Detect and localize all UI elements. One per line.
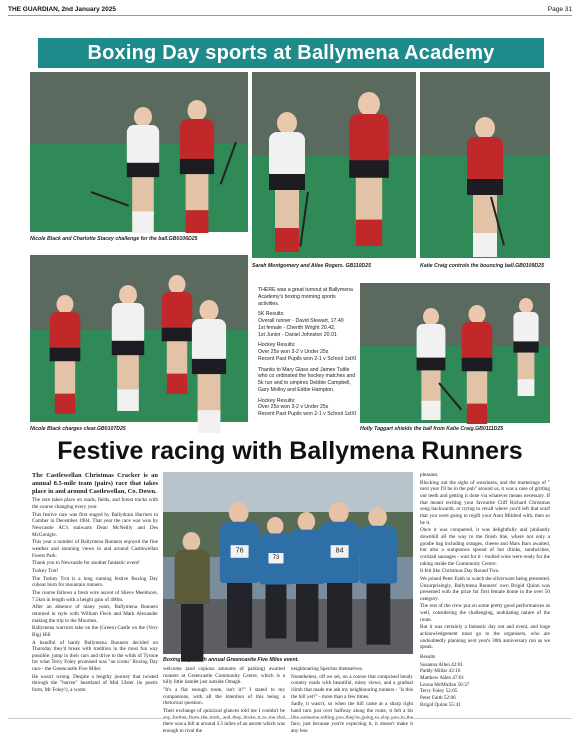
photo-hockey-1	[30, 72, 248, 232]
article-headline: Festive racing with Ballymena Runners	[57, 437, 523, 465]
article-column-3: neighbouring Sperrins themselves. Nonetheless, off we set, on a course that comprised bendy country roads with beautiful, misty views, and a gradual climb that made me ask my neighbouring runners - "is this the hill yet?" - more than a few times. Sadly, it wasn't, so when the hill came at a sharp right hand turn just over halfway along the route, it felt a bit like someone telling you they're going to slap you in the face, just because you're expecting it, it doesn't make it any less	[291, 666, 413, 734]
photo-hockey-4	[30, 255, 248, 422]
photo-hockey-5	[360, 283, 550, 423]
caption-photo-1: Nicole Black and Charlotte Stacey challenge for the ball.GB0106D25	[30, 236, 198, 242]
results-list: Susanna Allen 42:01 Paddy Millar 43:16 Matthew Allen 47:01 Leona McMullan 50:37 Terry Foley 52:05 Peter Faith 52:06 Brigid Quinn 55:41	[420, 661, 470, 708]
caption-runners: Boxing Day - 29th annual Greencastle Five Miles event.	[163, 657, 299, 663]
bottom-rule	[8, 718, 572, 719]
results-hockey-repeat: Hockey Results: Over 25s won 3-2 v Under 25s Recent Past Pupils won 2-1 v School 1stXI	[258, 397, 357, 417]
results-thanks: Thanks to Mary Glass and James Tuttle who co ordinated the hockey matches and 5k run and to umpires Debbie Campbell, Gary Molloy and Eddie Hampton.	[258, 366, 356, 393]
article-column-2: welcome (and copious amounts of parking) awaited runners at Greencastle Community Centre, which is a hilly little hamlet just outside Omagh. "It's a flat enough route, isn't it?" I stated to my companions, with all the intention of this being a rhetorical question. Their exchange of quizzical glances told me I couldn't be any further from the truth, and they broke it to me that there was a hill at around 3.5 miles of an ascent which was enough to rival the	[163, 666, 286, 734]
article-lead: The Castlewellan Christmas Cracker is an annual 8.5-mile team (pairs) race that takes place in and around Castlewellan, Co. Down.	[32, 472, 158, 495]
page-number: Page 31	[547, 6, 572, 13]
results-hockey: Hockey Results: Over 25s won 3-2 v Under 25s Recent Past Pupils won 2-1 v School 1stXI	[258, 342, 357, 362]
results-heading: Results	[420, 654, 436, 661]
results-5k: 5K Results: Overall runner - David Stewart, 17.40 1st female - Cherith Wright 20.42, 1st Junior - Daniel Johnston 20.01	[258, 311, 344, 338]
section-banner: Boxing Day sports at Ballymena Academy	[38, 38, 544, 68]
article-column-1: The Castlewellan Christmas Cracker is an annual 8.5-mile team (pairs) race that takes place in and around Castlewellan, Co. Down. The race takes place on roads, fields, and forest tracks with the course changing every year. This festive race was first staged by Ballydrain Harriers in Comber in December 1984. That year the race was won by Newcastle AC's stalwarts Dean McNeilly and Des McGonigle. This year a number of Ballymena Runners enjoyed the fine weather and stunning views in and around Castlewellan Forest Park. Thank you to Newcastle for another fantastic event! Turkey Trot! The Turkey Trot is a long running festive Boxing Day cuboar burn for mountain runners. The course follows a fresh wire ascent of Slieve Meelmore, 7.5km in length with a height gain of 400m. After an absence of many years, Ballymena Runners returned in style with William Fleck and Mark Alexander making the trip to the Mournes. Ballymena warriors take on the (Green) Castle on the (Very Big) Hill A handful of hardy Ballymena Runners decided on Thursday they'd break with tradition in the most fun way possible: jump in their cars and drive to the wilds of Tyrone for what Terry Foley promised was "an iconic' Boxing Day race - the Greencastle Five Miler. He wasn't wrong. Despite a lengthy journey that twisted through the "barren" heartland of Mid Ulster (in poetic form, Mr Foley!), a warm	[32, 472, 158, 694]
caption-photo-5: Holly Taggart shields the ball from Katie Craig.GB0111D25	[360, 426, 504, 432]
photo-runners: 76 73 84	[163, 472, 413, 654]
photo-hockey-3	[420, 72, 550, 258]
paper-date: THE GUARDIAN, 2nd January 2025	[8, 6, 117, 13]
hockey-results	[258, 287, 358, 427]
article-column-4: pleasant. Blocking out the sighs of weariness, and the mutterings of " next year I'll be in the pub" around us, it was a case of gritting our teeth and getting it done via whatever means necessary. If that meant reciting your favourite Cliff Richard Christmas song backwards, or trying to recall where you'd left that scarf that you were going to regift your Aunt Mildred with, then so be it. Once it was conquered, it was delightfully and jubilantly downhill all the way to the finish line, where not only a goodie bag including oranges, cheese and Mars Bars awaited, but also a sumptuous spread of hot drinks, sandwiches, cocktail sausages - wait for it - mulled wine were ready for the taking inside the Community Centre. It felt like Christmas Day Round Two. We joined Peter Faith to watch the silverware being presented. Unsurprisingly, Ballymena Runners' own Brigid Quinn was presented with the prize for first female home in the over 50 category. The rest of the crew put on some pretty good performances as well, considering the challenging, undulating nature of the route. But it was certainly a fantastic day out and event, and huge acknowledgement must go to the organisers, who are undoubtedly planning next year's 30th anniversary run as we speak. Results Susanna Allen 42:01 Paddy Millar 43:16 Matthew Allen 47:01 Leona McMullan 50:37 Terry Foley 52:05 Peter Faith 52:06 Brigid Quinn 55:41	[420, 472, 550, 708]
caption-photo-2: Sarah Montgomery and Ailee Rogers. GB110D25	[252, 263, 372, 269]
photo-hockey-2	[252, 72, 416, 258]
masthead	[8, 4, 572, 16]
caption-photo-3: Katie Craig controls the bouncing ball.GB0109D25	[420, 263, 544, 269]
caption-photo-4: Nicole Black charges clear.GB0107D25	[30, 426, 126, 432]
results-intro: THERE was a great turnout at Ballymena Academy's boxing morning sports activities.	[258, 287, 353, 307]
